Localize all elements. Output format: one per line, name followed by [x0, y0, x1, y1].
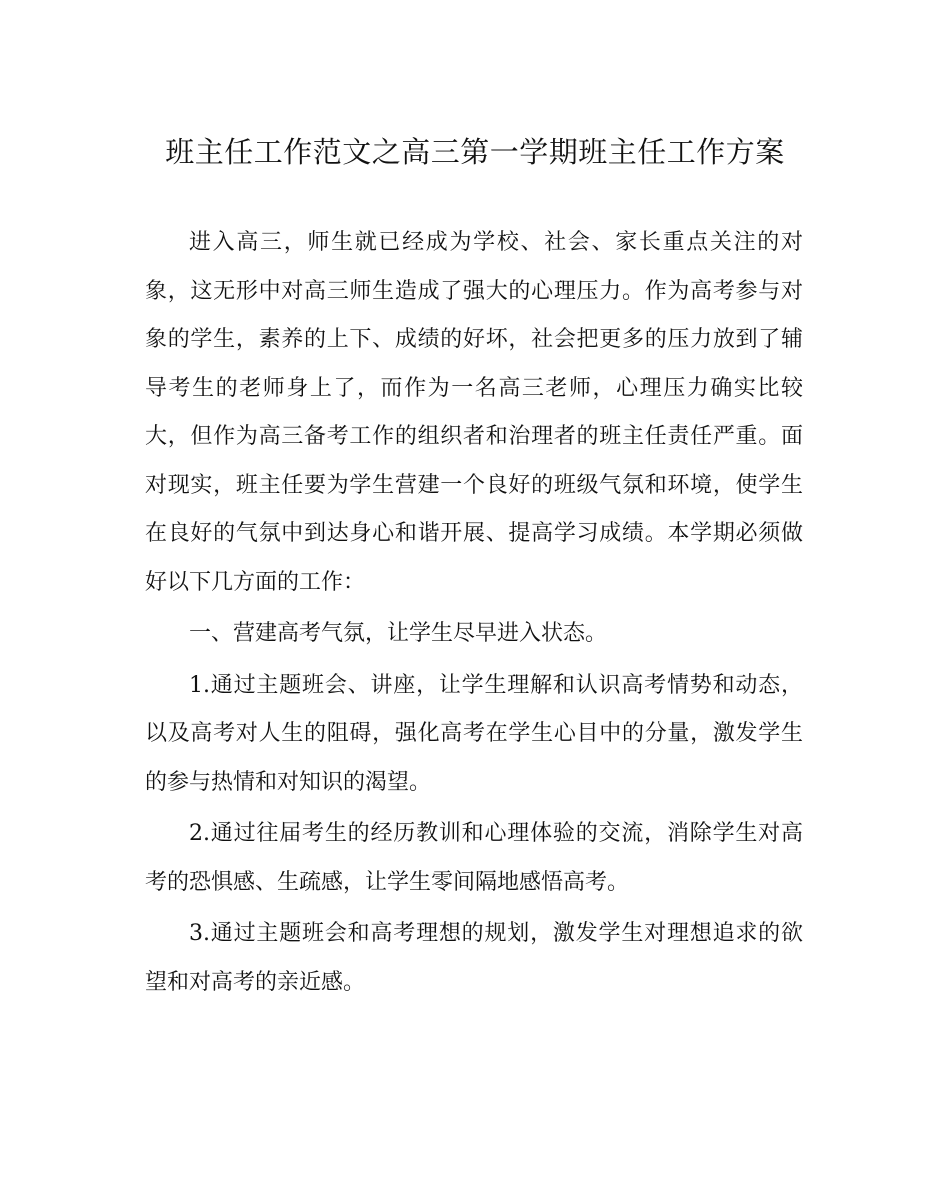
- document-body: [145, 219, 803, 1007]
- list-item: 1.通过主题班会、讲座，让学生理解和认识高考情势和动态，以及高考对人生的阻碍，强化高考在学生心目中的分量，激发学生的参与热情和对知识的渴望。: [145, 672, 803, 795]
- intro-paragraph: 进入高三，师生就已经成为学校、社会、家长重点关注的对象，这无形中对高三师生造成了强大的心理压力。作为高考参与对象的学生，素养的上下、成绩的好坏，社会把更多的压力放到了辅导考生的老师身上了，而作为一名高三老师，心理压力确实比较大，但作为高三备考工作的组织者和治理者的班主任责任严重。面对现实，班主任要为学生营建一个良好的班级气氛和环境，使学生在良好的气氛中到达身心和谐开展、提高学习成绩。本学期必须做好以下几方面的工作：: [145, 230, 803, 595]
- page-title: 班主任工作范文之高三第一学期班主任工作方案: [165, 135, 785, 169]
- list-item: 3.通过主题班会和高考理想的规划，激发学生对理想追求的欲望和对高考的亲近感。: [145, 921, 803, 995]
- list-item: 2.通过往届考生的经历教训和心理体验的交流，消除学生对高考的恐惧感、生疏感，让学生零间隔地感悟高考。: [145, 821, 803, 895]
- section-heading: 一、营建高考气氛，让学生尽早进入状态。: [189, 621, 608, 646]
